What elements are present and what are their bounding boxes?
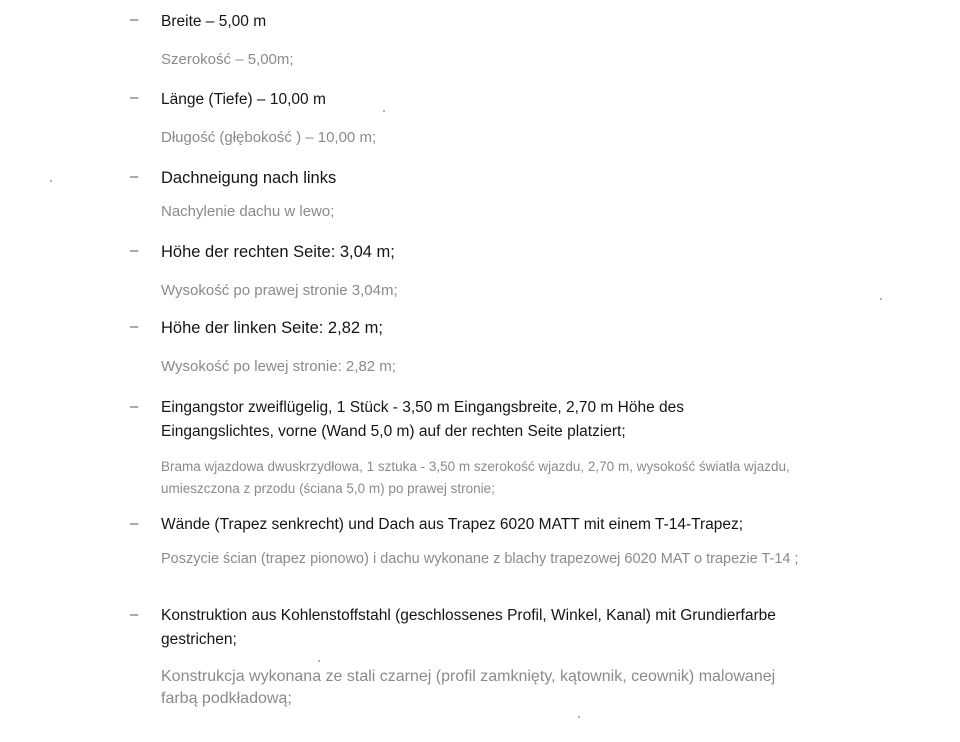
german-text: Breite – 5,00 m — [161, 13, 267, 30]
bullet-dash: – — [130, 168, 139, 185]
bullet-dash: – — [130, 242, 139, 259]
polish-text: Konstrukcja wykonana ze stali czarnej (profil zamknięty, kątownik, ceownik) malowanej farbą podkładową; — [161, 668, 776, 707]
german-text: Eingangstor zweiflügelig, 1 Stück - 3,50 m Eingangsbreite, 2,70 m Höhe des Eingangslichtes, vorne (Wand 5,0 m) auf der rechten Seite platziert; — [161, 399, 684, 440]
bullet-dash: – — [130, 318, 139, 335]
scan-speck — [578, 716, 580, 718]
german-text: Länge (Tiefe) – 10,00 m — [161, 91, 326, 108]
polish-text: Wysokość po prawej stronie 3,04m; — [161, 282, 398, 299]
polish-text: Brama wjazdowa dwuskrzydłowa, 1 sztuka - 3,50 m szerokość wjazdu, 2,70 m, wysokość światła wjazdu, umieszczona z przodu (ściana 5,0 m) po prawej stronie; — [161, 459, 790, 496]
polish-text: Długość (głębokość ) – 10,00 m; — [161, 129, 377, 146]
bullet-dash: – — [130, 606, 139, 623]
scan-speck — [880, 298, 882, 300]
scan-speck — [318, 660, 320, 662]
german-text: Höhe der linken Seite: 2,82 m; — [161, 319, 383, 337]
bullet-dash: – — [130, 398, 139, 415]
scan-speck — [383, 110, 385, 112]
scan-speck — [50, 180, 52, 182]
german-text: Wände (Trapez senkrecht) und Dach aus Trapez 6020 MATT mit einem T-14-Trapez; — [161, 516, 744, 533]
bullet-dash: – — [130, 515, 139, 532]
polish-text: Szerokość – 5,00m; — [161, 51, 294, 68]
polish-text: Wysokość po lewej stronie: 2,82 m; — [161, 358, 396, 375]
german-text: Dachneigung nach links — [161, 169, 337, 187]
bullet-dash: – — [130, 11, 139, 28]
bullet-dash: – — [130, 89, 139, 106]
polish-text: Nachylenie dachu w lewo; — [161, 203, 335, 220]
german-text: Höhe der rechten Seite: 3,04 m; — [161, 243, 395, 261]
polish-text: Poszycie ścian (trapez pionowo) i dachu wykonane z blachy trapezowej 6020 MAT o trapezie T-14 ; — [161, 551, 799, 567]
german-text: Konstruktion aus Kohlenstoffstahl (geschlossenes Profil, Winkel, Kanal) mit Grundierfarbe gestrichen; — [161, 607, 776, 648]
